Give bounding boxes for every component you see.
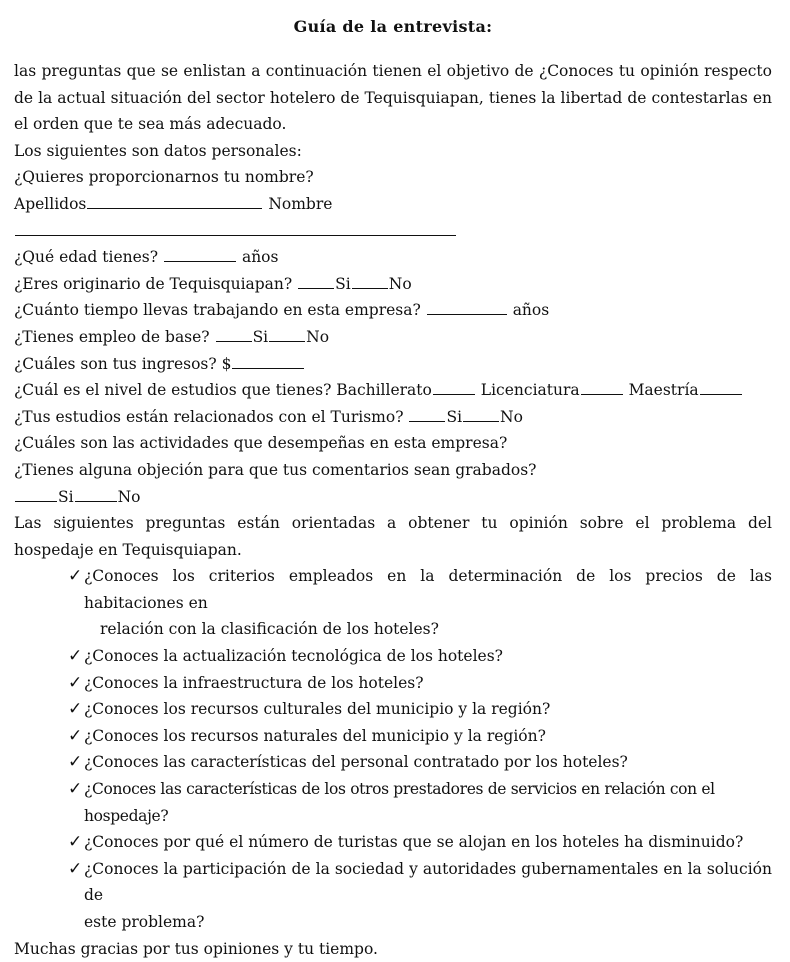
closing-line: Muchas gracias por tus opiniones y tu tiempo.	[14, 939, 378, 958]
origin-si-label: Si	[335, 274, 351, 293]
base-no-blank[interactable]	[269, 327, 305, 342]
age-unit: años	[241, 248, 279, 267]
tourism-si-label: Si	[446, 407, 463, 426]
intro-paragraph: las preguntas que se enlistan a continuación tienen el objetivo de ¿Conoces tu opinión respecto de la actual situación del sector hotelero de Tequisquiapan, tienes la libertad de contestarlas en el orden que te sea más adecuado.	[14, 62, 772, 134]
question-time	[14, 297, 772, 324]
bachillerato-blank[interactable]	[433, 380, 475, 395]
checklist-item-text: ¿Conoces la participación de la sociedad y autoridades gubernamentales en la solución de	[84, 859, 772, 905]
base-si-blank[interactable]	[216, 327, 252, 342]
nombre-blank[interactable]	[15, 221, 456, 236]
licenciatura-blank[interactable]	[581, 380, 623, 395]
checkmark-icon: ✓	[68, 646, 83, 667]
question-age	[14, 244, 772, 271]
checkmark-icon: ✓	[68, 672, 83, 693]
origin-no-blank[interactable]	[352, 274, 388, 289]
recording-si-label: Si	[58, 487, 74, 506]
checkmark-icon: ✓	[68, 752, 83, 773]
checklist-item-text: ¿Conoces los recursos culturales del municipio y la región?	[84, 700, 551, 719]
licenciatura-label: Licenciatura	[480, 381, 580, 400]
question-recording: ¿Tienes alguna objeción para que tus comentarios sean grabados?	[14, 460, 537, 479]
maestria-label: Maestría	[628, 381, 699, 400]
age-question-text: ¿Qué edad tienes?	[14, 248, 159, 267]
maestria-blank[interactable]	[700, 380, 742, 395]
recording-si-blank[interactable]	[15, 487, 57, 502]
checkmark-icon: ✓	[68, 832, 83, 853]
checklist-item-text: ¿Conoces la infraestructura de los hoteles?	[84, 673, 424, 692]
question-activities: ¿Cuáles son las actividades que desempeñas en esta empresa?	[14, 434, 508, 453]
checklist-item-text: ¿Conoces por qué el número de turistas que se alojan en los hoteles ha disminuido?	[84, 833, 744, 852]
personal-data-header: Los siguientes son datos personales:	[14, 141, 302, 160]
base-question-text: ¿Tienes empleo de base?	[14, 327, 210, 346]
checklist-item-text: ¿Conoces los recursos naturales del municipio y la región?	[84, 726, 546, 745]
recording-answer-line	[14, 484, 772, 511]
checklist-item	[14, 723, 772, 750]
checklist-item-text: ¿Conoces las características de los otros prestadores de servicios en relación con el hospedaje?	[84, 780, 715, 825]
checkmark-icon: ✓	[68, 725, 83, 746]
checklist-item	[14, 643, 772, 670]
question-origin	[14, 271, 772, 298]
opinion-intro-paragraph: Las siguientes preguntas están orientadas a obtener tu opinión sobre el problema del hospedaje en Tequisquiapan.	[14, 514, 772, 559]
checklist-item	[14, 829, 772, 856]
document-title: Guía de la entrevista:	[293, 17, 493, 36]
tourism-question-text: ¿Tus estudios están relacionados con el Turismo?	[14, 407, 404, 426]
checklist-item	[14, 749, 772, 776]
apellidos-label: Apellidos	[14, 194, 87, 213]
opinion-checklist	[14, 563, 772, 935]
checkmark-icon: ✓	[68, 858, 83, 879]
income-blank[interactable]	[232, 354, 304, 369]
recording-no-blank[interactable]	[75, 487, 117, 502]
checkmark-icon: ✓	[68, 699, 83, 720]
checklist-item-text: ¿Conoces las características del personal contratado por los hoteles?	[84, 753, 628, 772]
time-blank[interactable]	[427, 300, 507, 315]
question-education	[14, 377, 772, 404]
time-unit: años	[512, 301, 550, 320]
tourism-no-label: No	[500, 407, 523, 426]
checklist-item-text: ¿Conoces los criterios empleados en la determinación de los precios de las habitaciones en	[84, 567, 772, 612]
origin-no-label: No	[388, 274, 412, 293]
recording-no-label: No	[117, 487, 141, 506]
checklist-item-continuation: relación con la clasificación de los hoteles?	[100, 620, 439, 639]
nombre-label: Nombre	[268, 194, 333, 213]
tourism-no-blank[interactable]	[463, 407, 499, 422]
checklist-item	[14, 563, 772, 643]
checklist-item	[14, 696, 772, 723]
apellidos-blank[interactable]	[87, 194, 262, 209]
checklist-item	[14, 776, 772, 829]
checkmark-icon: ✓	[68, 779, 83, 800]
question-name: ¿Quieres proporcionarnos tu nombre?	[14, 168, 314, 187]
checkmark-icon: ✓	[68, 566, 83, 587]
checklist-item-continuation: este problema?	[84, 913, 205, 931]
checklist-item-text: ¿Conoces la actualización tecnológica de los hoteles?	[84, 647, 503, 666]
question-base-employment	[14, 324, 772, 351]
name-fields-line	[14, 191, 772, 244]
age-blank[interactable]	[164, 247, 236, 262]
checklist-item	[14, 670, 772, 697]
origin-question-text: ¿Eres originario de Tequisquiapan?	[14, 274, 293, 293]
income-question-text: ¿Cuáles son tus ingresos? $	[14, 354, 232, 373]
education-question-text: ¿Cuál es el nivel de estudios que tienes? Bachillerato	[14, 381, 432, 400]
origin-si-blank[interactable]	[298, 274, 334, 289]
base-si-label: Si	[252, 327, 269, 346]
question-income	[14, 351, 772, 378]
tourism-si-blank[interactable]	[409, 407, 445, 422]
time-question-text: ¿Cuánto tiempo llevas trabajando en esta empresa?	[14, 301, 421, 320]
question-tourism	[14, 404, 772, 431]
base-no-label: No	[306, 327, 330, 346]
